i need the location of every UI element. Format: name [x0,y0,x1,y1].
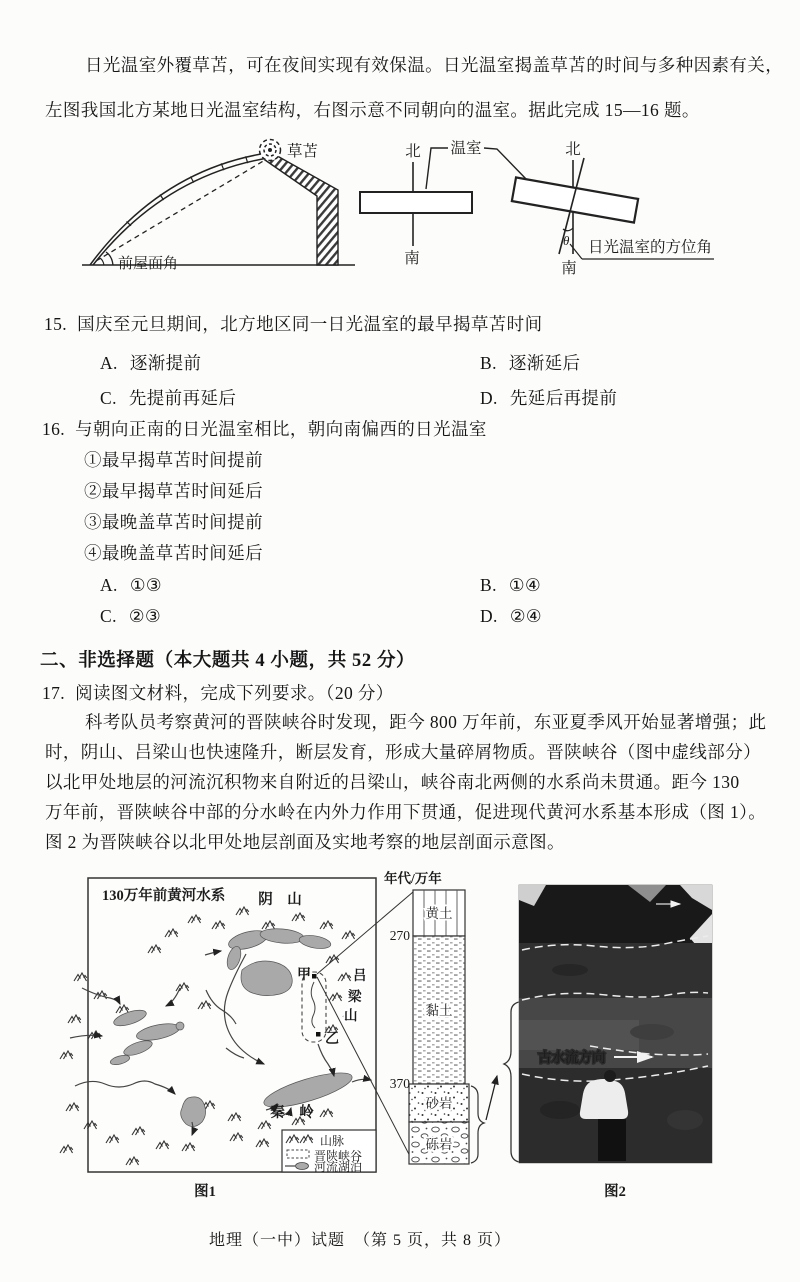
q17-para-line-1: 科考队员考察黄河的晋陕峡谷时发现，距今 800 万年前，东亚夏季风开始显著增强；此 [85,712,767,732]
legend-river-label: 河流湖泊 [314,1160,363,1174]
photo-north-label: N [688,898,698,913]
point-jia-marker [312,974,317,979]
column-brace [471,1086,484,1163]
north-label-2: 北 [565,141,581,158]
front-roof-angle-label: 前屋面角 [118,256,179,272]
straw-mat-label: 草苫 [287,143,319,160]
paleoflow-label: 古水流方向 [538,1050,606,1065]
figure1-map [60,878,376,1174]
lvliangshan-char-1: 吕 [353,968,367,983]
loess-label: 黄土 [425,906,453,921]
q15-number: 15. [44,314,68,334]
strat-column [384,870,497,1164]
orientation-diagram-south [360,148,528,246]
conglomerate-label: 砾岩 [425,1137,453,1152]
tick-270: 270 [389,928,410,943]
q16-option-c: C. ②③ [100,606,162,626]
question-17 [42,682,394,704]
figure1-caption: 图1 [194,1184,216,1200]
yinshan-label: 阴 山 [258,892,302,908]
column-axis-title: 年代/万年 [384,871,442,886]
figure2-photo [519,885,712,1163]
tick-370: 370 [389,1076,410,1091]
legend-gorge-label: 晋陕峡谷 [314,1149,363,1163]
q16-option-a: A. ①③ [100,575,163,595]
map-legend [282,1130,376,1174]
q16-option-d: D. ②④ [480,606,543,626]
q16-item-2: ②最早揭草苫时间延后 [84,481,263,501]
greenhouse-label: 温室 [450,140,482,157]
q16-item-1: ①最早揭草苫时间提前 [84,450,263,470]
q16-item-3: ③最晚盖草苫时间提前 [84,512,263,532]
north-label-1: 北 [405,143,421,160]
q15-option-b: B. 逐渐延后 [480,353,581,373]
lvliangshan-char-2: 梁 [348,989,362,1004]
sandstone-label: 砂岩 [425,1096,453,1111]
q17-para-line-2: 时，阴山、吕梁山也快速隆升，断层发育，形成大量碎屑物质。晋陕峡谷（图中虚线部分） [45,742,761,762]
theta-label: θ [563,233,570,248]
q15-stem: 国庆至元旦期间，北方地区同一日光温室的最早揭草苫时间 [77,314,543,334]
section-2-header: 二、非选择题（本大题共 4 小题，共 52 分） [40,651,416,671]
point-yi-marker [316,1032,321,1037]
clay-label: 黏土 [425,1003,453,1018]
azimuth-label: 日光温室的方位角 [588,239,713,256]
q15-option-c: C. 先提前再延后 [100,388,237,408]
q17-para-line-5: 图 2 为晋陕峡谷以北甲处地层剖面及实地考察的地层剖面示意图。 [45,832,565,852]
point-jia-label: 甲 [297,968,311,983]
person-head [604,1070,616,1082]
q16-number: 16. [42,419,66,439]
map-title: 130万年前黄河水系 [102,888,226,904]
south-label-1: 南 [404,250,420,267]
brace-arrow [486,1076,497,1120]
figure-block [30,870,770,1205]
intro-line-1: 日光温室外覆草苫，可在夜间实现有效保温。日光温室揭盖草苫的时间与多种因素有关， [85,55,784,75]
qinling-label: 秦 岭 [270,1105,314,1121]
q17-para-line-3: 以北甲处地层的河流沉积物来自附近的吕梁山，峡谷南北两侧的水系尚未贯通。距今 130 [45,772,740,792]
intro-line-2: 左图我国北方某地日光温室结构，右图示意不同朝向的温室。据此完成 15—16 题。 [45,100,700,120]
question-15 [44,313,542,335]
q17-number: 17. [42,683,66,703]
south-label-2: 南 [561,260,577,277]
question-16 [42,418,487,440]
person-legs [598,1119,626,1161]
page-footer: 地理（一中）试题 （第 5 页，共 8 页） [208,1232,511,1249]
q17-para-line-4: 万年前，晋陕峡谷中部的分水岭在内外力作用下贯通，促进现代黄河水系基本形成（图 1）。 [45,802,767,822]
q16-item-4: ④最晚盖草苫时间延后 [84,543,263,563]
figure2-caption: 图2 [604,1184,626,1200]
greenhouse-figure [60,132,740,300]
q17-lead: 阅读图文材料，完成下列要求。（20 分） [75,683,394,703]
q15-option-d: D. 先延后再提前 [480,388,618,408]
legend-mountain-label: 山脉 [320,1134,345,1148]
photo-brace [504,1002,519,1162]
q15-option-a: A. 逐渐提前 [100,353,202,373]
q16-option-b: B. ①④ [480,575,542,595]
lvliangshan-char-3: 山 [344,1008,358,1023]
greenhouse-back-wall [265,153,338,265]
point-yi-label: 乙 [325,1032,339,1047]
q16-stem: 与朝向正南的日光温室相比，朝向南偏西的日光温室 [75,419,487,439]
person-shirt [580,1079,628,1119]
